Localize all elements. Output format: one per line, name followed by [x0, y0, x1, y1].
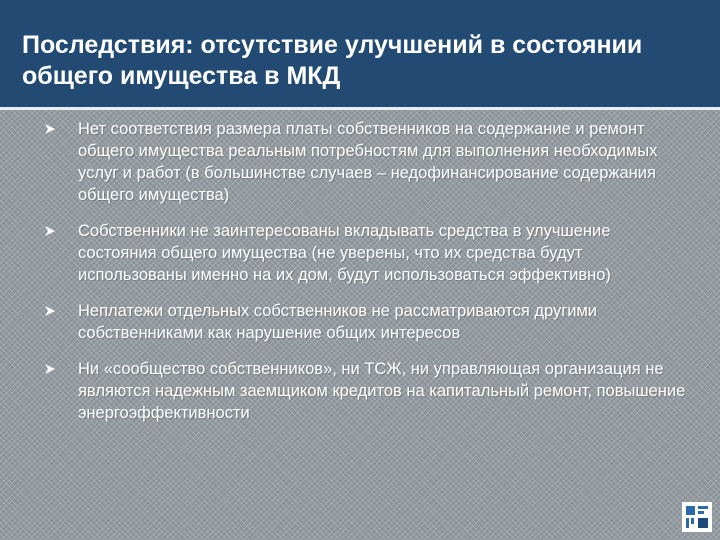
arrow-bullet-icon	[44, 123, 56, 135]
bullet-item	[44, 118, 690, 206]
bullet-text: Нет соответствия размера платы собственников на содержание и ремонт общего имущества реальным потребностям для выполнения необходимых услуг и работ (в большинстве случаев – недофинансирование содержания общего имущества)	[78, 120, 658, 204]
bullet-item	[44, 300, 690, 344]
title-bar	[0, 0, 720, 110]
arrow-bullet-icon	[44, 225, 56, 237]
bullet-item	[44, 220, 690, 286]
corner-logo-icon	[682, 502, 712, 532]
arrow-bullet-icon	[44, 305, 56, 317]
slide-title: Последствия: отсутствие улучшений в состоянии общего имущества в МКД	[22, 31, 643, 90]
bullet-text: Собственники не заинтересованы вкладывать средства в улучшение состояния общего имущества (не уверены, что их средства будут использованы именно на их дом, будут использоваться эффективно)	[78, 222, 611, 284]
arrow-bullet-icon	[44, 363, 56, 375]
bullet-item	[44, 358, 690, 424]
bullet-text: Ни «сообщество собственников», ни ТСЖ, ни управляющая организация не являются надежным заемщиком кредитов на капитальный ремонт, повышение энергоэффективности	[78, 360, 686, 422]
bullet-list	[44, 118, 690, 438]
bullet-text: Неплатежи отдельных собственников не рассматриваются другими собственниками как нарушение общих интересов	[78, 302, 598, 342]
